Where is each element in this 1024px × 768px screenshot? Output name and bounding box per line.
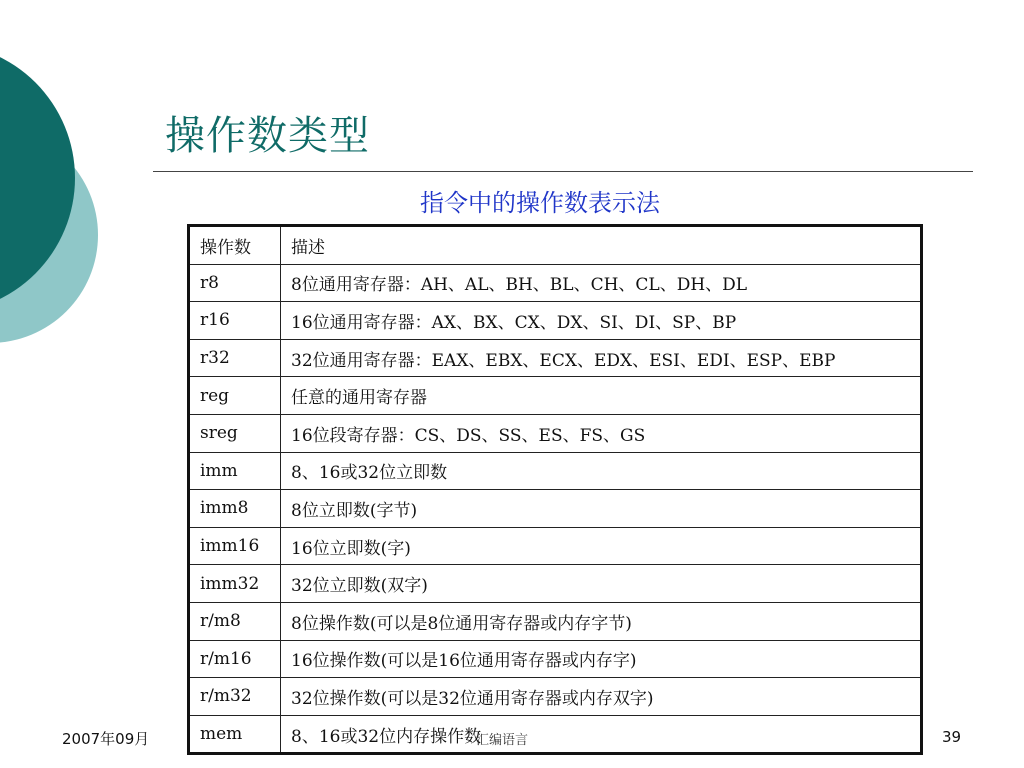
table-row	[189, 414, 922, 452]
table-header-row	[189, 226, 922, 265]
description-cell: 16位立即数(字)	[281, 527, 922, 565]
table-row	[189, 377, 922, 415]
description-cell: 16位操作数(可以是16位通用寄存器或内存字)	[281, 640, 922, 678]
description-cell: 8、16或32位立即数	[281, 452, 922, 490]
operand-cell: imm32	[189, 565, 281, 603]
operand-cell: imm16	[189, 527, 281, 565]
operand-cell: r/m32	[189, 678, 281, 716]
description-cell: 任意的通用寄存器	[281, 377, 922, 415]
table-row	[189, 602, 922, 640]
table-row	[189, 565, 922, 603]
operand-cell: sreg	[189, 414, 281, 452]
operand-cell: imm	[189, 452, 281, 490]
table-row	[189, 527, 922, 565]
description-cell: 16位通用寄存器：AX、BX、CX、DX、SI、DI、SP、BP	[281, 302, 922, 340]
description-cell: 32位通用寄存器：EAX、EBX、ECX、EDX、ESI、EDI、ESP、EBP	[281, 339, 922, 377]
operand-cell: r16	[189, 302, 281, 340]
header-description: 描述	[281, 226, 922, 265]
description-cell: 32位立即数(双字)	[281, 565, 922, 603]
description-cell: 8、16或32位内存操作数	[281, 715, 922, 754]
table-row	[189, 339, 922, 377]
table-caption: 指令中的操作数表示法	[420, 189, 660, 217]
operand-cell: r32	[189, 339, 281, 377]
description-cell: 8位通用寄存器：AH、AL、BH、BL、CH、CL、DH、DL	[281, 264, 922, 302]
operand-cell: r/m16	[189, 640, 281, 678]
operand-cell: imm8	[189, 490, 281, 528]
table-row	[189, 640, 922, 678]
operand-cell: r8	[189, 264, 281, 302]
table-row	[189, 678, 922, 716]
table-row	[189, 715, 922, 754]
description-cell: 8位操作数(可以是8位通用寄存器或内存字节)	[281, 602, 922, 640]
title-divider	[153, 171, 973, 172]
decorative-circles	[0, 0, 110, 400]
description-cell: 32位操作数(可以是32位通用寄存器或内存双字)	[281, 678, 922, 716]
operand-cell: mem	[189, 715, 281, 754]
description-cell: 8位立即数(字节)	[281, 490, 922, 528]
table-row	[189, 452, 922, 490]
operand-cell: r/m8	[189, 602, 281, 640]
operand-cell: reg	[189, 377, 281, 415]
table-row	[189, 264, 922, 302]
operand-table	[187, 224, 923, 755]
table-row	[189, 490, 922, 528]
description-cell: 16位段寄存器：CS、DS、SS、ES、FS、GS	[281, 414, 922, 452]
footer-date: 2007年09月	[62, 730, 150, 748]
footer-course-name: 汇编语言	[476, 733, 529, 748]
header-operand: 操作数	[189, 226, 281, 265]
page-number: 39	[942, 728, 962, 746]
table-row	[189, 302, 922, 340]
slide-title: 操作数类型	[165, 113, 370, 159]
